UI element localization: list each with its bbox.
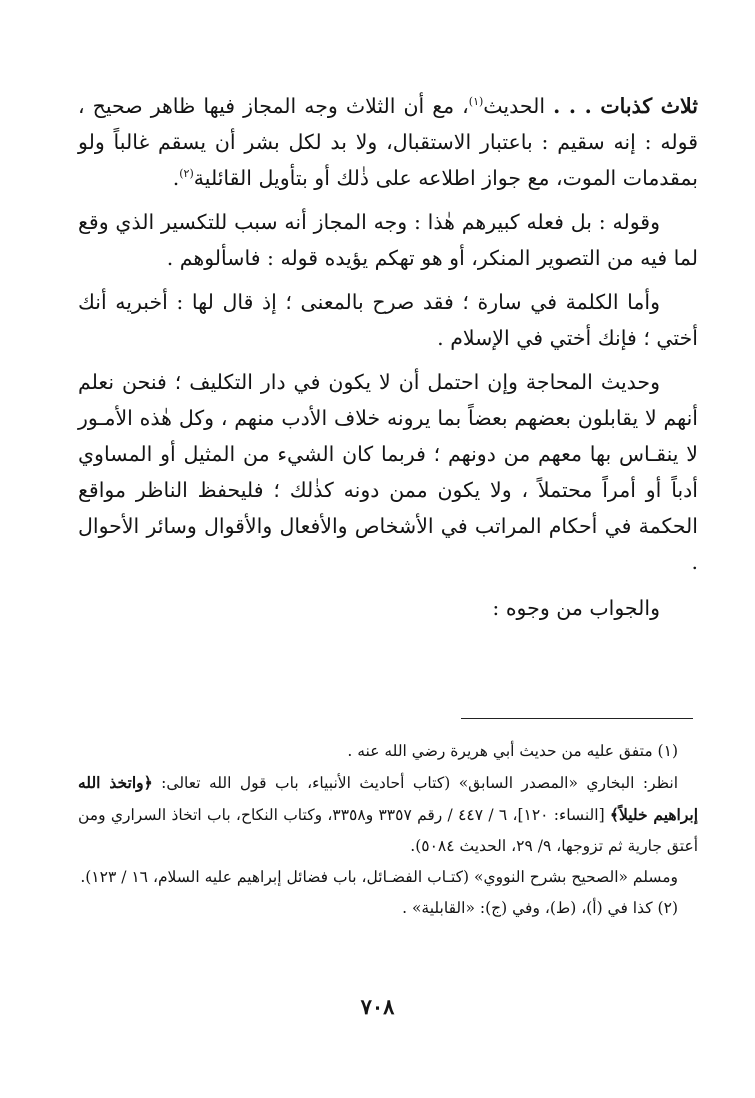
paragraph-1 bbox=[78, 88, 698, 196]
footnote-1-source: انظر: البخاري «المصدر السابق» (كتاب أحاديث الأنبياء، باب قول الله تعالى: bbox=[161, 774, 679, 792]
lead-phrase: ثلاث كذبات . . . bbox=[553, 94, 698, 118]
footnote-ref-2[interactable]: (٢) bbox=[179, 167, 194, 181]
footnotes bbox=[78, 736, 698, 924]
footnote-1-detail bbox=[78, 767, 698, 862]
paragraph-1-end: . bbox=[172, 166, 180, 190]
paragraph-2: وقوله : بل فعله كبيرهم هٰذا : وجه المجاز أنه سبب للتكسير الذي وقع لما فيه من التصوير المنكر، أو هو تهكم يؤيده قوله : فاسألوهم . bbox=[78, 210, 698, 270]
paragraph-3: وأما الكلمة في سارة ؛ فقد صرح بالمعنى ؛ إذ قال لها : أخبريه أنك أختي ؛ فإنك أختي في الإسلام . bbox=[78, 290, 698, 350]
main-text bbox=[78, 88, 698, 634]
hadith-word: الحديث bbox=[483, 94, 554, 118]
page-number: ٧٠٨ bbox=[360, 994, 395, 1019]
footnote-1: (١) متفق عليه من حديث أبي هريرة رضي الله عنه . bbox=[347, 742, 678, 760]
footnote-2: (٢) كذا في (أ)، (ط)، وفي (ج): «القابلية» . bbox=[402, 899, 678, 917]
paragraph-1-body: ، مع أن الثلاث وجه المجاز فيها ظاهر صحيح ، قوله : إنه سقيم : باعتبار الاستقبال، ولا بد لكل بشر أن يسقم غالباً ولو بمقدمات الموت، مع جواز اطلاعه على ذٰلك أو بتأويل القائلية bbox=[78, 94, 698, 190]
footnote-ref-1[interactable]: (١) bbox=[468, 95, 484, 109]
paragraph-5: والجواب من وجوه : bbox=[492, 596, 660, 620]
quran-verse: ﴿واتخذ الله إبراهيم خليلاً﴾ bbox=[78, 773, 699, 824]
paragraph-4: وحديث المحاجة وإن احتمل أن لا يكون في دار التكليف ؛ فنحن نعلم أنهم لا يقابلون بعضهم بعضاً بما يرونه خلاف الأدب منهم ، وكل هٰذه الأمـور لا ينقـاس بها معهم من دونهم ؛ فربما كان الشيء من المثيل أو المساوي أدباً أو أمراً محتملاً ، ولا يكون ممن دونه كذٰلك ؛ فليحفظ الناظر مواقع الحكمة في أحكام المراتب في الأشخاص والأفعال والأقوال وسائر الأحوال . bbox=[78, 370, 698, 574]
footnote-1-muslim: ومسلم «الصحيح بشرح النووي» (كتـاب الفضـائل، باب فضائل إبراهيم عليه السلام، ١٦ / ١٢٣). bbox=[80, 868, 678, 886]
footnote-1-reference: [النساء: ١٢٠]، ٦ / ٤٤٧ / رقم ٣٣٥٧ و٣٣٥٨، وكتاب النكاح، باب اتخاذ السراري ومن أعتق جارية ثم تزوجها، ٩/ ٢٩، الحديث ٥٠٨٤). bbox=[78, 806, 698, 855]
footnote-separator bbox=[461, 718, 693, 719]
